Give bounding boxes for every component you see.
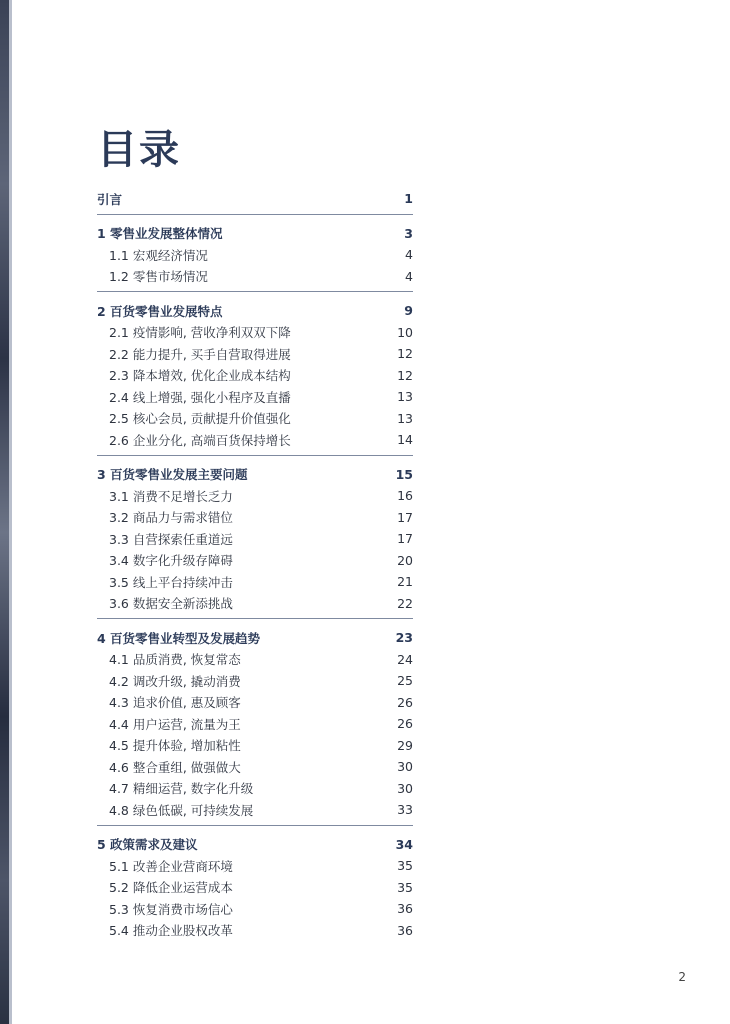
toc-entry[interactable] xyxy=(97,365,413,387)
toc-entry-title: 4.4 用户运营, 流量为王 xyxy=(109,716,241,732)
toc-entry-page: 16 xyxy=(397,488,413,504)
toc-entry[interactable] xyxy=(97,649,413,671)
toc-entry-title: 2.4 线上增强, 强化小程序及直播 xyxy=(109,389,291,405)
toc-section-heading[interactable] xyxy=(97,300,413,322)
toc-entry[interactable] xyxy=(97,322,413,344)
toc-entry-title: 2.5 核心会员, 贡献提升价值强化 xyxy=(109,411,291,427)
toc-entry-page: 13 xyxy=(397,410,413,426)
toc-section-title: 1 零售业发展整体情况 xyxy=(97,226,223,242)
toc-entry-page: 22 xyxy=(397,595,413,611)
toc-entry[interactable] xyxy=(97,713,413,735)
toc-entry[interactable] xyxy=(97,550,413,572)
toc-entry-title: 4.5 提升体验, 增加粘性 xyxy=(109,738,241,754)
toc-section-page: 3 xyxy=(404,225,413,241)
toc-entry-title: 1.1 宏观经济情况 xyxy=(109,247,208,263)
toc-entry-title: 4.7 精细运营, 数字化升级 xyxy=(109,781,254,797)
toc-entry-page: 14 xyxy=(397,432,413,448)
toc-entry-title: 2.3 降本增效, 优化企业成本结构 xyxy=(109,368,291,384)
toc-entry[interactable] xyxy=(97,898,413,920)
toc-entry[interactable] xyxy=(97,485,413,507)
toc-entry-title: 3.1 消费不足增长乏力 xyxy=(109,488,233,504)
toc-section-page: 9 xyxy=(404,303,413,319)
table-of-contents xyxy=(97,186,413,951)
toc-entry-page: 26 xyxy=(397,694,413,710)
toc-entry[interactable] xyxy=(97,429,413,451)
decorative-edge-strip xyxy=(0,0,12,1024)
toc-entry[interactable] xyxy=(97,756,413,778)
toc-entry-title: 3.4 数字化升级存障碍 xyxy=(109,553,233,569)
toc-entry[interactable] xyxy=(97,386,413,408)
toc-entry[interactable] xyxy=(97,735,413,757)
toc-entry-title: 5.3 恢复消费市场信心 xyxy=(109,901,233,917)
toc-entry[interactable] xyxy=(97,343,413,365)
toc-section-heading[interactable] xyxy=(97,223,413,245)
toc-entry-page: 4 xyxy=(405,247,413,263)
toc-entry-title: 5.1 改善企业营商环境 xyxy=(109,858,233,874)
toc-section xyxy=(97,298,413,456)
toc-entry-page: 13 xyxy=(397,389,413,405)
toc-entry-page: 17 xyxy=(397,509,413,525)
toc-section xyxy=(97,832,413,946)
toc-entry-title: 5.2 降低企业运营成本 xyxy=(109,880,233,896)
toc-entry-title: 2.2 能力提升, 买手自营取得进展 xyxy=(109,346,291,362)
toc-entry-title: 2.1 疫情影响, 营收净利双双下降 xyxy=(109,325,291,341)
toc-entry-title: 5.4 推动企业股权改革 xyxy=(109,923,233,939)
toc-entry[interactable] xyxy=(97,670,413,692)
toc-entry-page: 29 xyxy=(397,737,413,753)
toc-entry[interactable] xyxy=(97,244,413,266)
toc-entry-page: 30 xyxy=(397,780,413,796)
toc-section xyxy=(97,462,413,620)
toc-entry-title: 4.2 调改升级, 撬动消费 xyxy=(109,673,241,689)
toc-section-title: 2 百货零售业发展特点 xyxy=(97,303,223,319)
toc-entry-page: 25 xyxy=(397,673,413,689)
toc-section-title: 5 政策需求及建议 xyxy=(97,837,198,853)
toc-entry-title: 4.1 品质消费, 恢复常态 xyxy=(109,652,241,668)
toc-section-title: 引言 xyxy=(97,191,123,207)
toc-section xyxy=(97,186,413,215)
toc-entry-page: 10 xyxy=(397,324,413,340)
toc-entry[interactable] xyxy=(97,507,413,529)
toc-section-heading[interactable] xyxy=(97,188,413,210)
toc-section-page: 15 xyxy=(395,466,413,482)
toc-entry-page: 33 xyxy=(397,802,413,818)
toc-entry-page: 17 xyxy=(397,531,413,547)
toc-section-title: 3 百货零售业发展主要问题 xyxy=(97,467,248,483)
toc-entry[interactable] xyxy=(97,778,413,800)
page-number: 2 xyxy=(678,970,686,984)
toc-entry[interactable] xyxy=(97,266,413,288)
toc-entry[interactable] xyxy=(97,593,413,615)
toc-entry[interactable] xyxy=(97,528,413,550)
toc-entry[interactable] xyxy=(97,855,413,877)
toc-entry[interactable] xyxy=(97,799,413,821)
toc-entry-page: 35 xyxy=(397,879,413,895)
toc-entry[interactable] xyxy=(97,408,413,430)
toc-entry-title: 3.5 线上平台持续冲击 xyxy=(109,574,233,590)
toc-entry[interactable] xyxy=(97,692,413,714)
toc-entry-page: 12 xyxy=(397,367,413,383)
toc-entry-page: 12 xyxy=(397,346,413,362)
toc-entry-page: 21 xyxy=(397,574,413,590)
toc-entry-title: 3.6 数据安全新添挑战 xyxy=(109,596,233,612)
toc-entry-title: 2.6 企业分化, 高端百货保持增长 xyxy=(109,432,291,448)
toc-section-heading[interactable] xyxy=(97,834,413,856)
toc-section-page: 34 xyxy=(395,836,413,852)
page-title: 目录 xyxy=(97,127,181,173)
toc-entry[interactable] xyxy=(97,920,413,942)
toc-section-heading[interactable] xyxy=(97,627,413,649)
toc-section-title: 4 百货零售业转型及发展趋势 xyxy=(97,630,261,646)
toc-entry-page: 26 xyxy=(397,716,413,732)
toc-entry-page: 36 xyxy=(397,922,413,938)
toc-entry-title: 3.3 自营探索任重道远 xyxy=(109,531,233,547)
toc-entry-title: 3.2 商品力与需求错位 xyxy=(109,510,233,526)
toc-entry[interactable] xyxy=(97,571,413,593)
toc-entry-title: 4.6 整合重组, 做强做大 xyxy=(109,759,241,775)
toc-entry-page: 20 xyxy=(397,552,413,568)
toc-section xyxy=(97,625,413,826)
toc-section-page: 1 xyxy=(404,191,413,207)
toc-entry-page: 24 xyxy=(397,651,413,667)
toc-entry-page: 4 xyxy=(405,268,413,284)
toc-entry-page: 36 xyxy=(397,901,413,917)
toc-entry-title: 4.8 绿色低碳, 可持续发展 xyxy=(109,802,254,818)
toc-entry-page: 35 xyxy=(397,858,413,874)
toc-entry-title: 4.3 追求价值, 惠及顾客 xyxy=(109,695,241,711)
toc-entry-page: 30 xyxy=(397,759,413,775)
toc-section xyxy=(97,221,413,293)
toc-section-heading[interactable] xyxy=(97,464,413,486)
toc-entry[interactable] xyxy=(97,877,413,899)
toc-entry-title: 1.2 零售市场情况 xyxy=(109,269,208,285)
toc-section-page: 23 xyxy=(395,630,413,646)
